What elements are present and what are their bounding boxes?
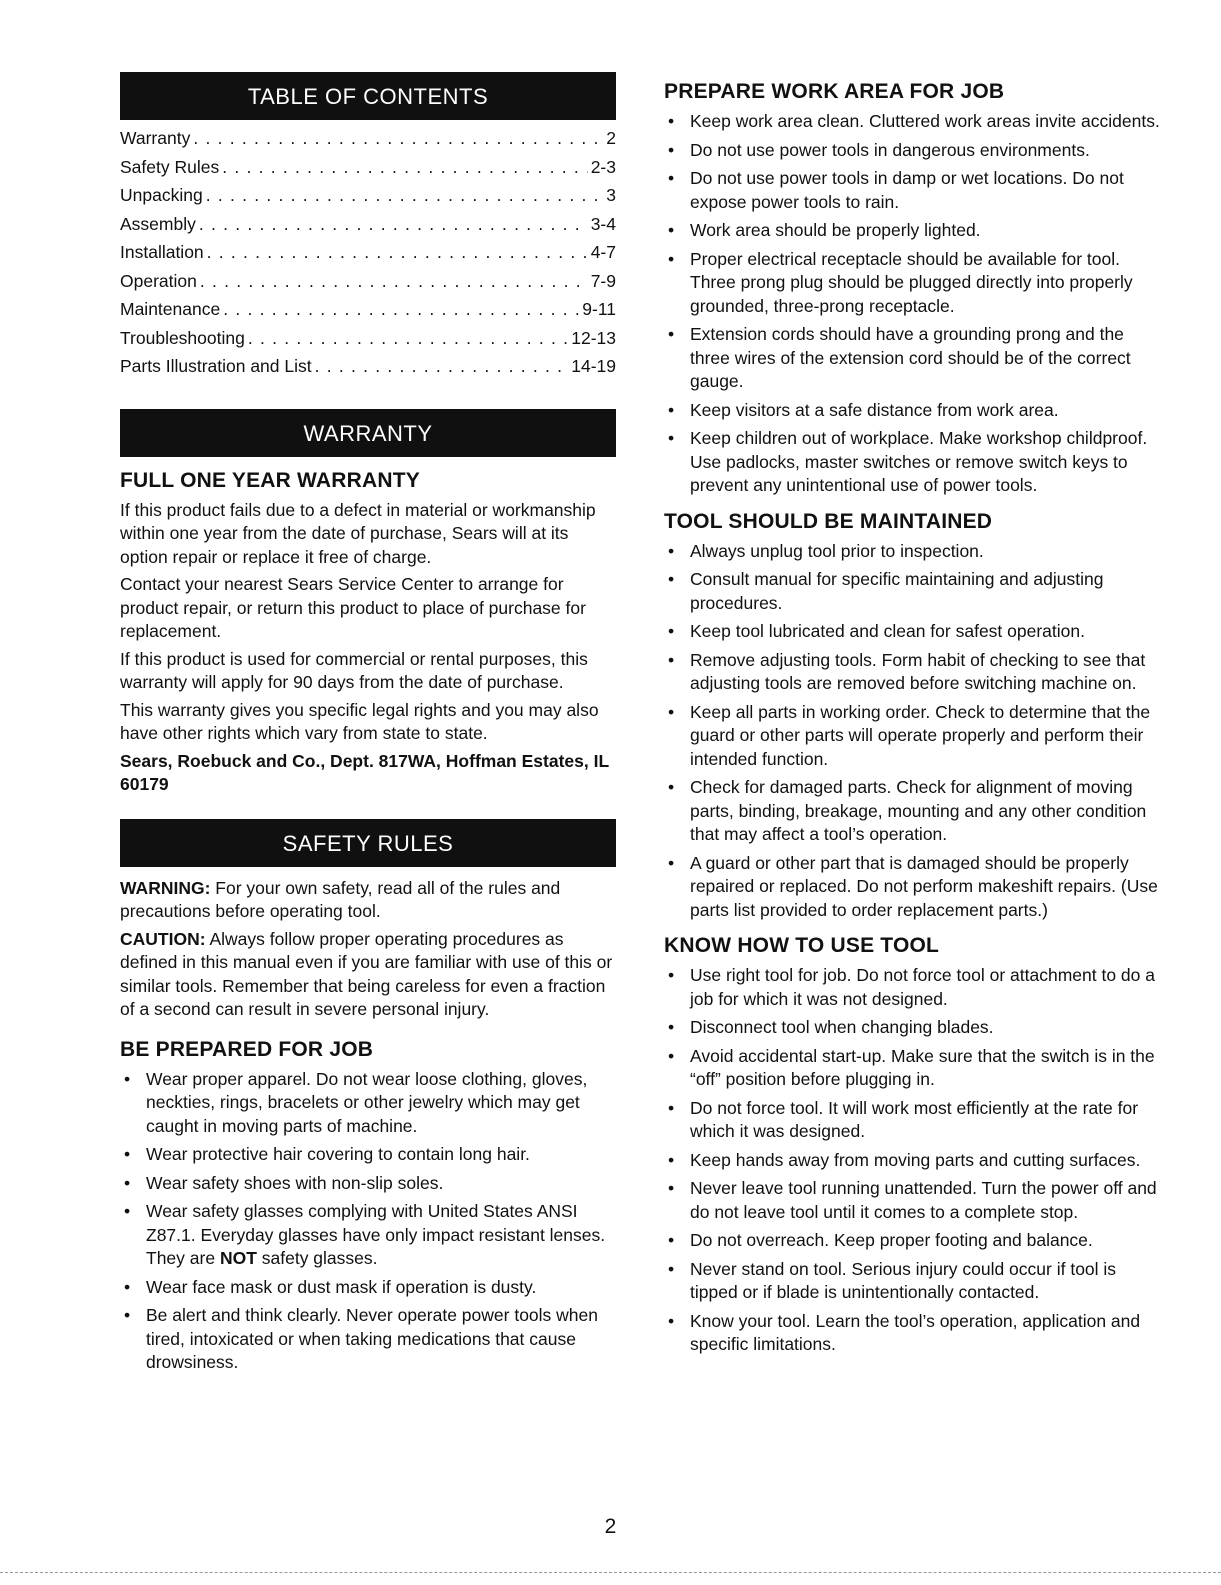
- warranty-paragraph: This warranty gives you specific legal rights and you may also have other rights which vary from state to state.: [120, 699, 599, 743]
- toc-banner: TABLE OF CONTENTS: [120, 72, 616, 120]
- list-item: • Do not force tool. It will work most efficiently at the rate for which it was designed.: [664, 1097, 1164, 1144]
- glasses-text-end: safety glasses.: [256, 1248, 378, 1268]
- toc-row: [120, 214, 616, 243]
- toc-row: [120, 299, 616, 328]
- toc-title: Installation: [120, 242, 204, 262]
- toc-row: [120, 271, 616, 300]
- be-prepared-heading: BE PREPARED FOR JOB: [120, 1037, 374, 1061]
- list-item: • Wear safety shoes with non-slip soles.: [120, 1172, 616, 1196]
- safety-rules-banner: SAFETY RULES: [120, 819, 616, 867]
- toc-pages: 12-13: [571, 327, 616, 348]
- prepare-work-area-heading: PREPARE WORK AREA FOR JOB: [664, 80, 1005, 103]
- toc-pages: 14-19: [571, 356, 616, 376]
- toc-title: Parts Illustration and List: [120, 356, 312, 376]
- prepare-work-area-list: [664, 110, 1164, 498]
- toc-pages: 3-4: [590, 213, 616, 234]
- list-item: • Be alert and think clearly. Never operate power tools when tired, intoxicated or when taking medications that cause drowsiness.: [120, 1304, 616, 1375]
- list-item: • Do not use power tools in damp or wet locations. Do not expose power tools to rain.: [664, 167, 1164, 214]
- toc-row: [120, 128, 616, 157]
- toc-pages: 4-7: [590, 242, 616, 262]
- right-column: [664, 80, 1164, 1362]
- toc-row: [120, 242, 616, 271]
- glasses-text: Wear safety glasses complying with United States ANSI Z87.1. Everyday glasses have only impact resistant lenses. They are: [146, 1201, 606, 1268]
- warning-text: For your own safety, read all of the rules and precautions before operating tool.: [120, 877, 561, 921]
- know-how-heading: KNOW HOW TO USE TOOL: [664, 934, 940, 957]
- scan-edge-divider: [0, 1572, 1221, 1573]
- list-item: • Proper electrical receptacle should be available for tool. Three prong plug should be plugged directly into properly grounded, three-prong receptacle.: [664, 248, 1164, 319]
- list-item: • A guard or other part that is damaged should be properly repaired or replaced. Do not perform makeshift repairs. (Use parts list provided to order replacement parts.): [664, 852, 1164, 923]
- toc-pages: 2: [606, 128, 616, 148]
- toc-row: [120, 157, 616, 186]
- toc-title: Unpacking: [120, 185, 203, 205]
- list-item: • Always unplug tool prior to inspection.: [664, 540, 1164, 564]
- toc-title: Safety Rules: [120, 156, 220, 177]
- list-item: • Keep children out of workplace. Make workshop childproof. Use padlocks, master switches or remove switch keys to prevent any unintentional use of power tools.: [664, 427, 1164, 498]
- list-item: • Work area should be properly lighted.: [664, 219, 1164, 243]
- list-item: • Extension cords should have a grounding prong and the three wires of the extension cord should be of the correct gauge.: [664, 323, 1164, 394]
- tool-maintained-list: [664, 540, 1164, 923]
- list-item: • Keep all parts in working order. Check to determine that the guard or other parts will operate properly and perform their intended function.: [664, 701, 1164, 772]
- warning-label: WARNING:: [120, 877, 211, 898]
- warranty-paragraph: If this product is used for commercial or rental purposes, this warranty will apply for 90 days from the date of purchase.: [120, 648, 588, 692]
- toc-list: [120, 128, 616, 385]
- toc-title: Warranty: [120, 128, 191, 148]
- toc-pages: 2-3: [590, 156, 616, 177]
- list-item: • Avoid accidental start-up. Make sure that the switch is in the “off” position before plugging in.: [664, 1045, 1164, 1092]
- toc-pages: 7-9: [590, 270, 616, 291]
- toc-pages: 3: [606, 185, 616, 205]
- list-item: • Wear proper apparel. Do not wear loose clothing, gloves, neckties, rings, bracelets or other jewelry which may get caught in moving parts of machine.: [120, 1068, 616, 1139]
- list-item: • Do not use power tools in dangerous environments.: [664, 139, 1164, 163]
- warranty-banner: WARRANTY: [120, 409, 616, 457]
- caution-paragraph: [120, 928, 616, 1022]
- left-column: [120, 72, 616, 1380]
- list-item: • Keep work area clean. Cluttered work areas invite accidents.: [664, 110, 1164, 134]
- list-item: • Keep hands away from moving parts and cutting surfaces.: [664, 1149, 1164, 1173]
- toc-title: Troubleshooting: [120, 327, 245, 348]
- list-item: • Never leave tool running unattended. Turn the power off and do not leave tool until it comes to a complete stop.: [664, 1177, 1164, 1224]
- warning-paragraph: [120, 877, 616, 924]
- toc-row: [120, 185, 616, 214]
- glasses-not: NOT: [219, 1248, 257, 1268]
- warranty-paragraph: If this product fails due to a defect in material or workmanship within one year from the date of purchase, Sears will at its option repair or replace it free of charge.: [120, 499, 596, 567]
- list-item: • Use right tool for job. Do not force tool or attachment to do a job for which it was not designed.: [664, 964, 1164, 1011]
- page-number: 2: [604, 1515, 617, 1538]
- warranty-address: Sears, Roebuck and Co., Dept. 817WA, Hoffman Estates, IL 60179: [120, 750, 609, 794]
- tool-maintained-heading: TOOL SHOULD BE MAINTAINED: [664, 509, 993, 533]
- warranty-paragraph: Contact your nearest Sears Service Center to arrange for product repair, or return this product to place of purchase for replacement.: [120, 574, 586, 641]
- toc-pages: 9-11: [582, 299, 616, 319]
- list-item: [120, 1200, 616, 1271]
- toc-row: [120, 356, 616, 385]
- warranty-heading: FULL ONE YEAR WARRANTY: [120, 468, 420, 492]
- list-item: • Never stand on tool. Serious injury could occur if tool is tipped or if blade is unintentionally contacted.: [664, 1258, 1164, 1305]
- toc-title: Maintenance: [120, 299, 221, 319]
- toc-title: Assembly: [120, 213, 196, 234]
- list-item: • Do not overreach. Keep proper footing and balance.: [664, 1229, 1164, 1253]
- toc-row: [120, 328, 616, 357]
- be-prepared-list: [120, 1068, 616, 1375]
- list-item: • Disconnect tool when changing blades.: [664, 1016, 1164, 1040]
- list-item: • Remove adjusting tools. Form habit of checking to see that adjusting tools are removed before switching machine on.: [664, 649, 1164, 696]
- caution-label: CAUTION:: [120, 928, 206, 949]
- list-item: • Consult manual for specific maintaining and adjusting procedures.: [664, 568, 1164, 615]
- know-how-list: [664, 964, 1164, 1357]
- toc-title: Operation: [120, 270, 197, 291]
- list-item: • Check for damaged parts. Check for alignment of moving parts, binding, breakage, mounting and any other condition that may affect a tool’s operation.: [664, 776, 1164, 847]
- caution-text: Always follow proper operating procedures as defined in this manual even if you are familiar with use of this or similar tools. Remember that being careless for even a fraction of a second can result in severe personal injury.: [120, 928, 613, 1019]
- list-item: • Know your tool. Learn the tool’s operation, application and specific limitations.: [664, 1310, 1164, 1357]
- list-item: • Wear protective hair covering to contain long hair.: [120, 1143, 616, 1167]
- list-item: • Keep tool lubricated and clean for safest operation.: [664, 620, 1164, 644]
- list-item: • Wear face mask or dust mask if operation is dusty.: [120, 1276, 616, 1300]
- list-item: • Keep visitors at a safe distance from work area.: [664, 399, 1164, 423]
